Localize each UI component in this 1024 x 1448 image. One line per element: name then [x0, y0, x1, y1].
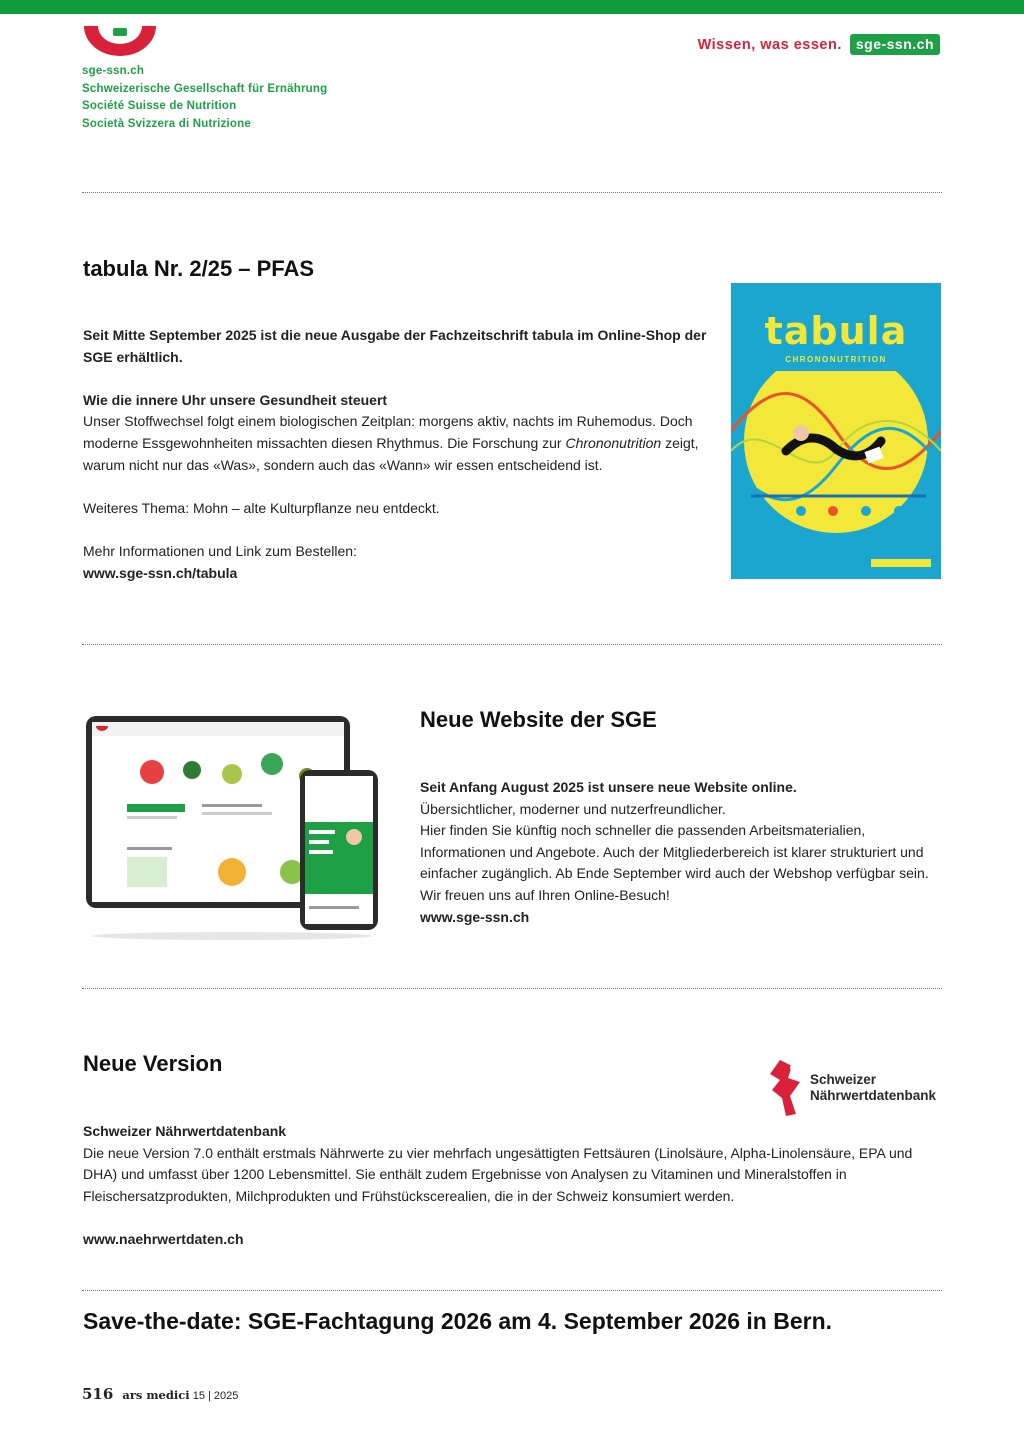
version-link[interactable]: www.naehrwertdaten.ch: [83, 1230, 244, 1247]
dotted-divider: [82, 644, 942, 645]
magazine-name: ars medici: [122, 1388, 190, 1402]
site-badge[interactable]: sge-ssn.ch: [850, 34, 940, 55]
dotted-divider: [82, 988, 942, 989]
website-line: Wir freuen uns auf Ihren Online-Besuch!: [420, 886, 670, 903]
save-the-date-heading: Save-the-date: SGE-Fachtagung 2026 am 4. September 2026 in Bern.: [83, 1308, 833, 1334]
website-link[interactable]: www.sge-ssn.ch: [420, 908, 530, 925]
website-line: Übersichtlicher, moderner und nutzerfreundlicher.: [420, 800, 726, 817]
version-body: Die neue Version 7.0 enthält erstmals Nährwerte zu vier mehrfach ungesättigten Fettsäuren (Linolsäure, Alpha-Linolensäure, EPA und DHA) und umfasst über 1200 Lebensmittel. Sie enthält zudem Ergebnisse von Analysen zu Vitaminen und Mineralstoffen in Fleischersatzprodukten, Milchprodukten und Frühstückscerealien, die in der Schweiz konsumiert werden.: [83, 1144, 913, 1204]
tabula-cover-image: [731, 283, 941, 579]
org-line: Società Svizzera di Nutrizione: [82, 117, 251, 130]
page-number: 516: [82, 1385, 114, 1403]
issue-number: 15 | 2025: [192, 1390, 239, 1402]
tagline-text: Wissen, was essen.: [697, 36, 842, 53]
logo-line: Nährwertdatenbank: [810, 1088, 937, 1103]
logo-line: Schweizer: [810, 1072, 877, 1087]
tabula-text: [83, 325, 713, 584]
top-brand-bar: [0, 0, 1024, 14]
tabula-body: Unser Stoffwechsel folgt einem biologischen Zeitplan: morgens aktiv, nachts im Ruhemodus. Doch moderne Essgewohnheiten missachten diesen Rhythmus. Die Forschung zur Chrononutrition zeigt, warum nicht nur das «Was», sondern auch das «Wann» wir essen entscheidend ist.: [83, 413, 699, 473]
website-heading: Neue Website der SGE: [420, 707, 657, 732]
org-line: Société Suisse de Nutrition: [82, 100, 237, 112]
website-lead: Seit Anfang August 2025 ist unsere neue Website online.: [420, 779, 797, 795]
org-line: sge-ssn.ch: [82, 65, 145, 77]
org-names: [82, 63, 327, 133]
tabula-link[interactable]: www.sge-ssn.ch/tabula: [83, 564, 238, 581]
dotted-divider: [82, 192, 942, 193]
website-devices-image: [82, 712, 382, 940]
version-subheading: Schweizer Nährwertdatenbank: [83, 1123, 287, 1139]
tabula-intro: Seit Mitte September 2025 ist die neue Ausgabe der Fachzeitschrift tabula im Online-Shop der SGE erhältlich.: [83, 327, 707, 365]
tabula-subheading: Wie die innere Uhr unsere Gesundheit steuert: [83, 391, 388, 408]
tabula-heading: tabula Nr. 2/25 – PFAS: [83, 256, 315, 281]
naehrwert-logo-icon: [766, 1056, 808, 1118]
cover-title: tabula: [764, 309, 908, 353]
tabula-more-info: Mehr Informationen und Link zum Bestellen:: [83, 542, 357, 559]
version-text: [83, 1121, 943, 1251]
header-tagline: [698, 34, 940, 55]
tabula-more-topic: Weiteres Thema: Mohn – alte Kulturpflanze neu entdeckt.: [83, 499, 440, 516]
org-line: Schweizerische Gesellschaft für Ernährung: [82, 82, 328, 95]
dotted-divider: [82, 1290, 942, 1291]
page-footer: [82, 1385, 238, 1403]
naehrwertdatenbank-logo: [766, 1056, 944, 1118]
version-heading: Neue Version: [83, 1051, 223, 1076]
website-text: [420, 777, 942, 928]
sge-logo-icon: [82, 24, 158, 58]
website-line: Hier finden Sie künftig noch schneller die passenden Arbeitsmaterialien, Informationen und Angebote. Auch der Mitgliederbereich ist klarer strukturiert und einfacher zugänglich. Ab Ende September wird auch der Webshop verfügbar sein.: [420, 822, 929, 882]
cover-illustration: [731, 371, 941, 579]
cover-subtitle: CHRONONUTRITION: [785, 355, 887, 364]
